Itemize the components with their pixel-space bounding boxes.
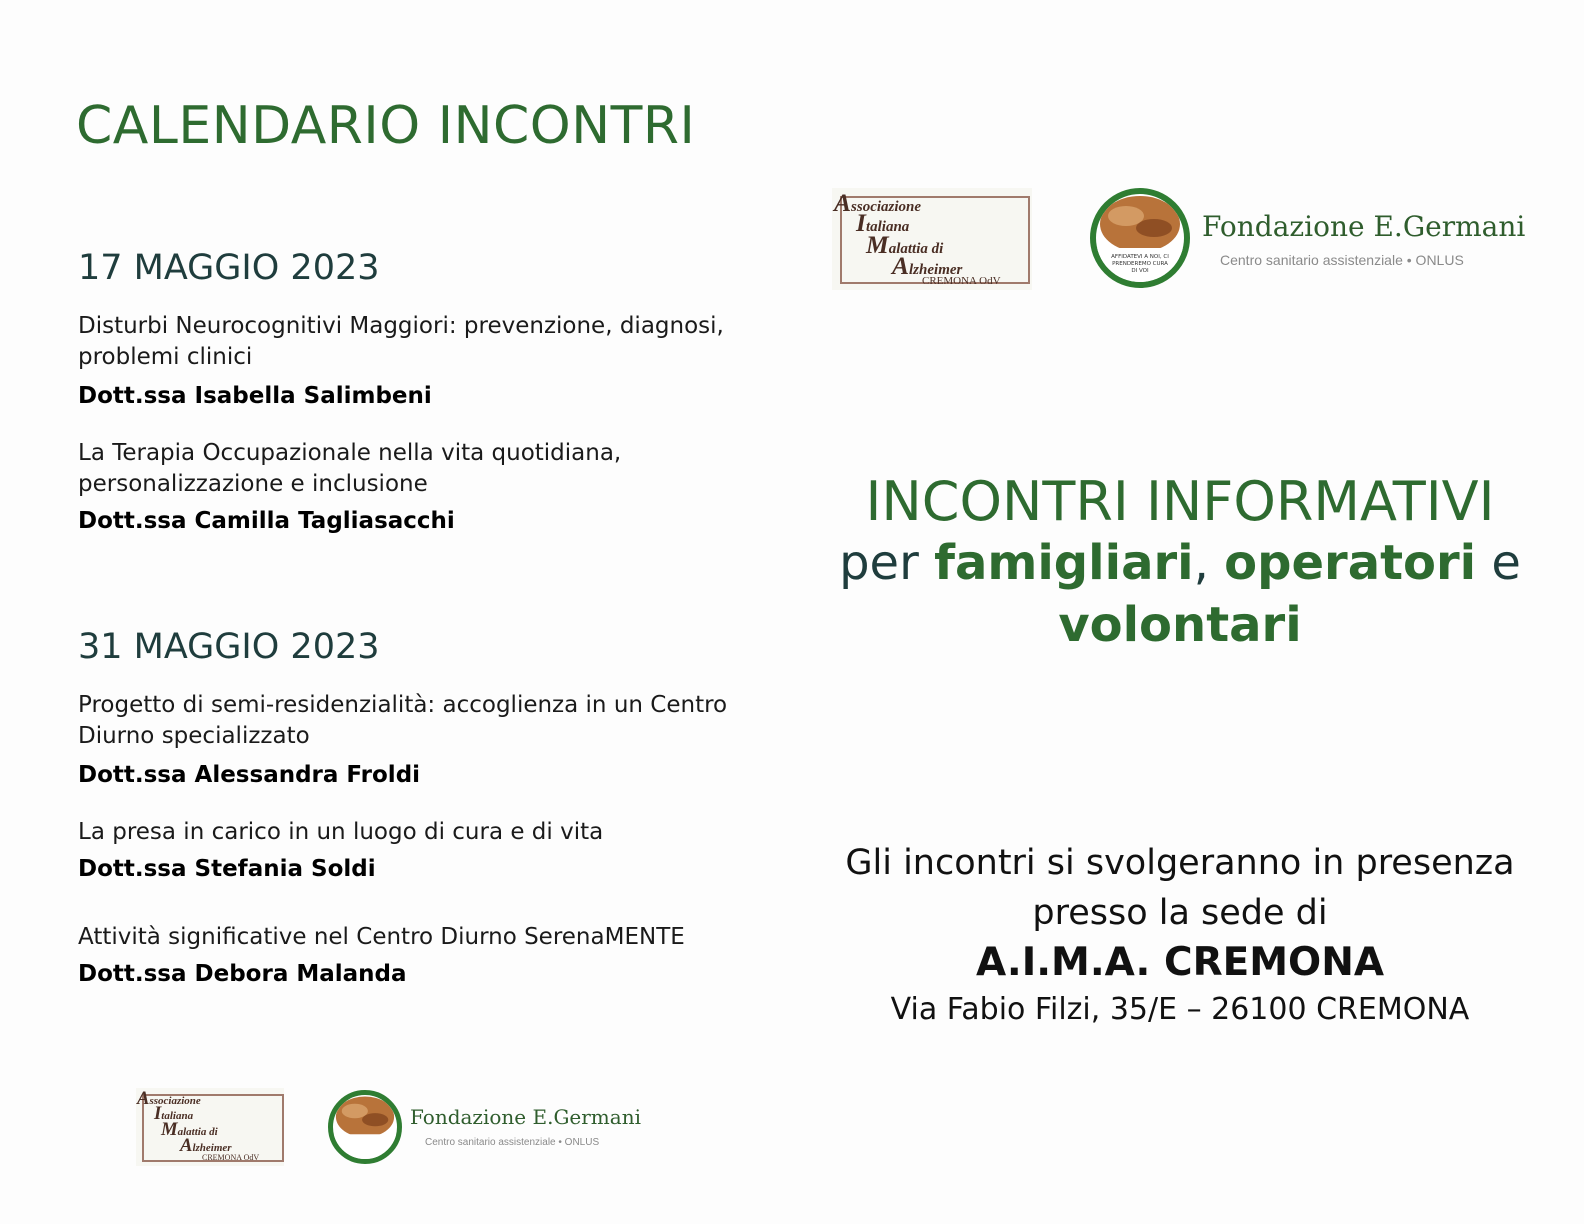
aima-logo: Associazione Italiana Malattia di Alzheimer CREMONA OdV	[832, 188, 1032, 290]
germani-tagline-small: Centro sanitario assistenziale • ONLUS	[425, 1137, 600, 1148]
venue-name: A.I.M.A. CREMONA	[975, 940, 1385, 985]
talk-speaker: Dott.ssa Alessandra Froldi	[78, 762, 421, 788]
svg-text:DI VOI: DI VOI	[1131, 268, 1149, 274]
germani-name: Fondazione E.Germani	[1202, 210, 1526, 243]
aima-logo-small: Associazione Italiana Malattia di Alzheimer CREMONA OdV	[136, 1088, 284, 1166]
talk-topic: Disturbi Neurocognitivi Maggiori: prevenzione, diagnosi, problemi clinici	[78, 313, 724, 370]
info-title: INCONTRI INFORMATIVI	[865, 470, 1495, 533]
event-date-2: 31 MAGGIO 2023	[78, 627, 380, 667]
talk-topic: Progetto di semi-residenzialità: accoglienza in un Centro Diurno specializzato	[78, 692, 728, 749]
calendar-title: CALENDARIO INCONTRI	[76, 96, 696, 156]
talk-speaker: Dott.ssa Isabella Salimbeni	[78, 383, 432, 409]
venue-line-1: Gli incontri si svolgeranno in presenza	[845, 843, 1515, 883]
venue-address: Via Fabio Filzi, 35/E – 26100 CREMONA	[890, 992, 1470, 1027]
germani-seal-icon-small	[328, 1090, 402, 1164]
talk-speaker: Dott.ssa Debora Malanda	[78, 961, 407, 987]
germani-name-small: Fondazione E.Germani	[410, 1105, 641, 1129]
germani-tagline: Centro sanitario assistenziale • ONLUS	[1220, 252, 1464, 268]
venue-line-2: presso la sede di	[1032, 893, 1328, 933]
talk-speaker: Dott.ssa Stefania Soldi	[78, 856, 376, 882]
venue-block	[800, 838, 1560, 1032]
talk-topic: La presa in carico in un luogo di cura e di vita	[78, 819, 604, 845]
talk-topic: La Terapia Occupazionale nella vita quotidiana, personalizzazione e inclusione	[78, 440, 622, 497]
germani-seal-icon	[1090, 188, 1190, 288]
talk-speaker: Dott.ssa Camilla Tagliasacchi	[78, 508, 455, 534]
info-audience: per famigliari, operatori e volontari	[839, 535, 1521, 653]
talk-topic: Attività significative nel Centro Diurno SerenaMENTE	[78, 924, 685, 950]
svg-text:AFFIDATEVI A NOI, CI: AFFIDATEVI A NOI, CI	[1111, 254, 1169, 260]
event-date-1: 17 MAGGIO 2023	[78, 248, 380, 288]
svg-text:PRENDEREMO CURA: PRENDEREMO CURA	[1112, 261, 1168, 267]
